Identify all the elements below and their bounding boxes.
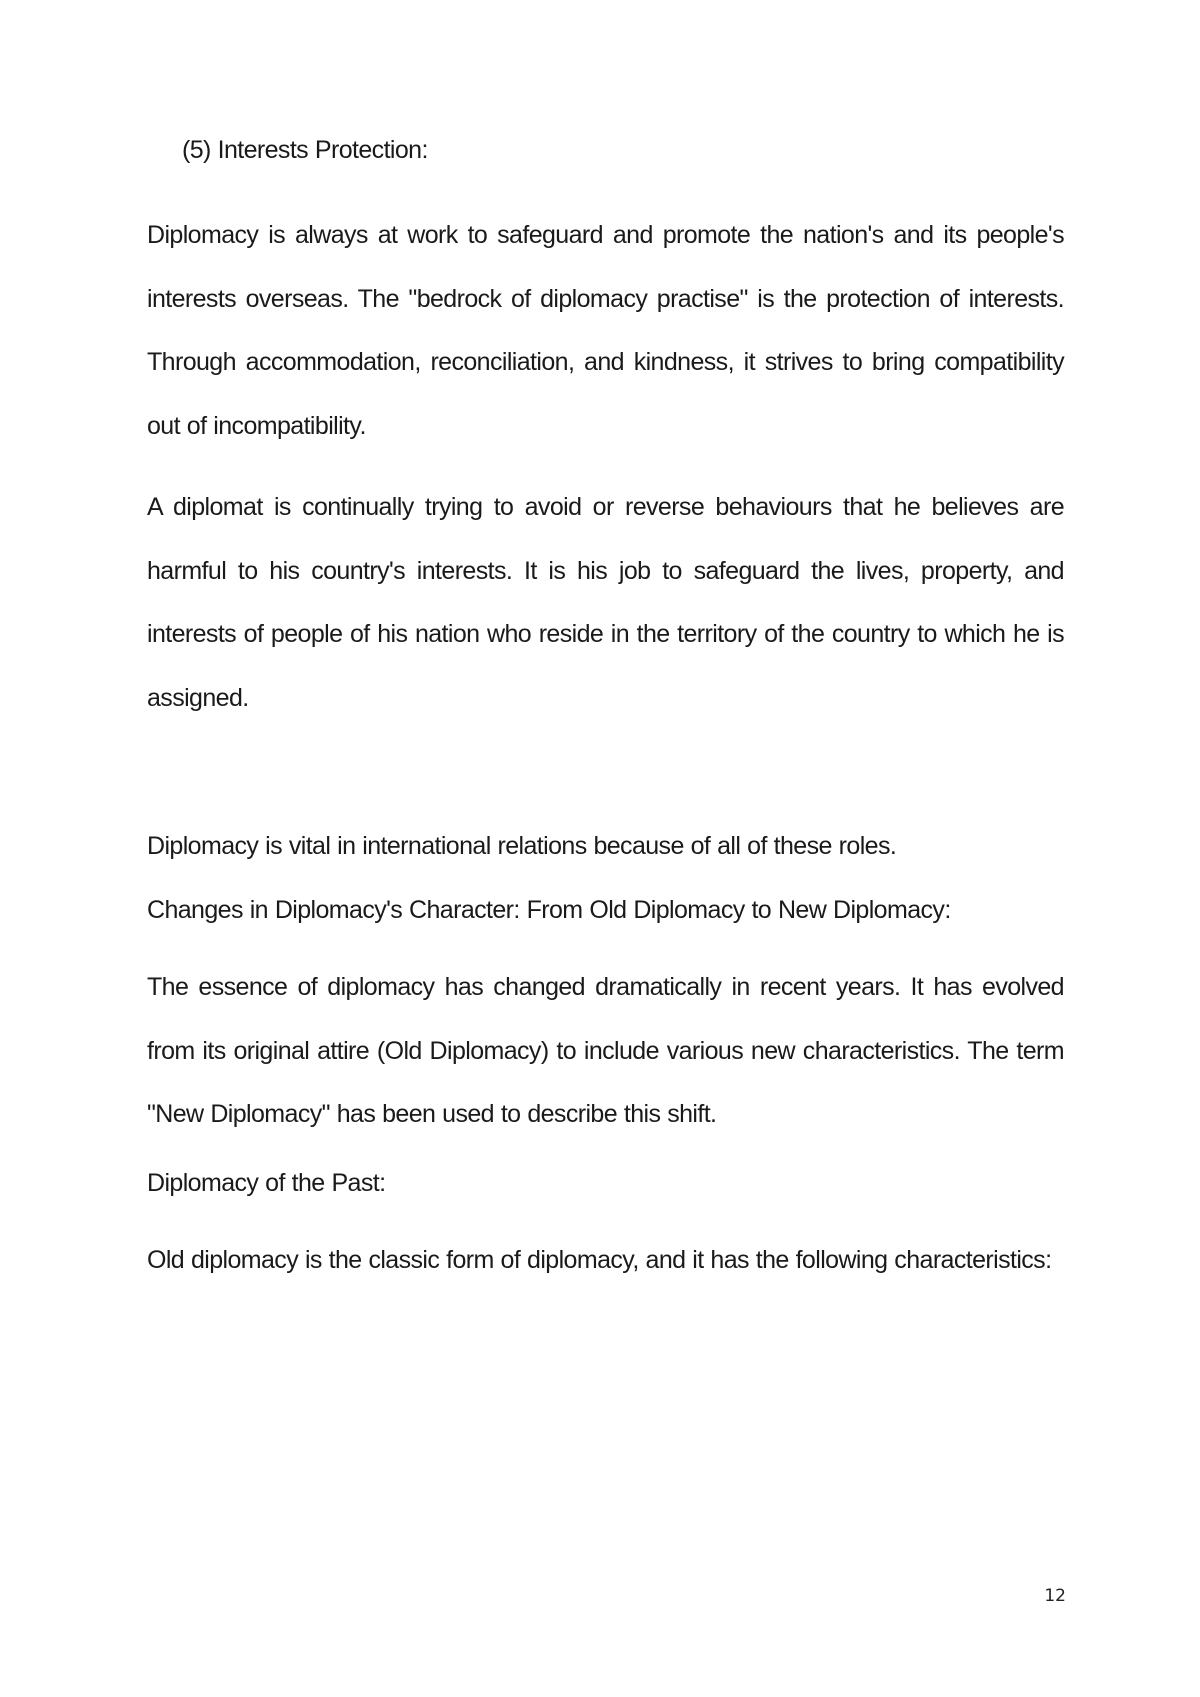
paragraph-interests-protection: Diplomacy is always at work to safeguard and promote the nation's and its people's interests overseas. The "bedrock of diplomacy practise" is the protection of interests. Through accommodation, reconciliation, and kindness, it strives to bring compatibility out of incompatibility. — [147, 221, 1064, 440]
page-number: 12 — [1044, 1586, 1066, 1606]
paragraph-diplomat-role: A diplomat is continually trying to avoid or reverse behaviours that he believes are harmful to his country's interests. It is his job to safeguard the lives, property, and interests of people of his nation who reside in the territory of the country to which he is assigned. — [147, 493, 1064, 712]
section-heading: (5) Interests Protection: — [182, 136, 428, 164]
page-body — [147, 132, 1064, 1292]
paragraph-gap — [147, 1201, 1064, 1229]
paragraph-gap — [147, 1147, 1064, 1165]
paragraph-gap-large — [147, 730, 1064, 828]
paragraph-gap — [147, 928, 1064, 956]
paragraph-old-diplomacy: Old diplomacy is the classic form of diplomacy, and it has the following characteristics: — [147, 1245, 1052, 1274]
subheading-changes: Changes in Diplomacy's Character: From Old Diplomacy to New Diplomacy: — [147, 896, 951, 924]
paragraph-essence-changed: The essence of diplomacy has changed dramatically in recent years. It has evolved from its original attire (Old Diplomacy) to include various new characteristics. The term "New Diplomacy" has been used to describe this shift. — [147, 973, 1064, 1128]
subheading-diplomacy-past: Diplomacy of the Past: — [147, 1168, 386, 1197]
paragraph-gap — [147, 458, 1064, 476]
paragraph-gap — [147, 864, 1064, 892]
paragraph-vital-roles: Diplomacy is vital in international relations because of all of these roles. — [147, 832, 897, 860]
